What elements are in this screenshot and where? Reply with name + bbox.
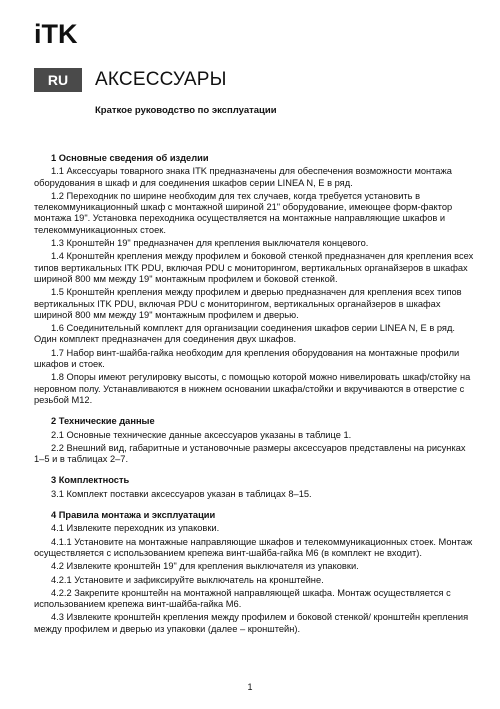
paragraph: 1.3 Кронштейн 19" предназначен для крепления выключателя концевого. [51,238,369,249]
paragraph: 1.1 Аксессуары товарного знака ITK предназначены для обеспечения возможности монтажа оборудования в шкаф и для соединения шкафов серии LINEA N, E в ряд. [34,166,452,188]
section [34,475,474,500]
section [34,153,474,406]
document-title: АКСЕССУАРЫ [95,69,227,90]
paragraph: 4.2 Извлеките кронштейн 19" для крепления выключателя из упаковки. [51,561,359,572]
paragraph: 4.2.1 Установите и зафиксируйте выключатель на кронштейне. [51,574,324,585]
language-badge: RU [34,68,82,92]
section [34,416,474,465]
paragraph: 4.3 Извлеките кронштейн крепления между профилем и боковой стенкой/ кронштейн крепления между профилем и дверью из упаковки (далее – кронштейн). [34,612,469,634]
paragraph: 1.7 Набор винт-шайба-гайка необходим для крепления оборудования на монтажные профили шкафов и стоек. [34,347,460,370]
paragraph: 1.5 Кронштейн крепления между профилем и дверью предназначен для крепления всех типов вертикальных ITK PDU, включая PDU с мониторингом, вертикальных органайзеров в шкафах шириной 800 мм между 19" монтажным профилем и дверью. [34,287,462,320]
paragraph: 2.1 Основные технические данные аксессуаров указаны в таблице 1. [51,429,352,440]
paragraph: 1.4 Кронштейн крепления между профилем и боковой стенкой предназначен для крепления всех типов вертикальных ITK PDU, включая PDU с мониторингом, вертикальных органайзеров в шкафах шириной 800 мм между 19" монтажным профилем и боковой стенкой. [34,251,474,284]
paragraph: 1.6 Соединительный комплект для организации соединения шкафов серии LINEA N, E в ряд. Один комплект предназначен для соединения двух шкафов. [34,323,455,345]
paragraph: 1.8 Опоры имеют регулировку высоты, с помощью которой можно нивелировать шкаф/стойку на неровном полу. Устанавливаются в нижнем основании шкафа/стойки и вкручиваются в отверстие с резьбой М12. [34,372,471,405]
paragraph: 2.2 Внешний вид, габаритные и установочные размеры аксессуаров представлены на рисунках 1–5 и в таблицах 2–7. [34,442,466,465]
section-heading: 3 Комплектность [51,475,130,486]
section [34,510,474,635]
paragraph: 4.2.2 Закрепите кронштейн на монтажной направляющей шкафа. Монтаж осуществляется с использованием крепежа винт-шайба-гайка М6. [34,587,451,610]
section-heading: 2 Технические данные [51,416,155,427]
paragraph: 4.1 Извлеките переходник из упаковки. [51,523,220,534]
paragraph: 1.2 Переходник по ширине необходим для тех случаев, когда требуется установить в телекоммуникационный шкаф с монтажной шириной 21" оборудование, имеющее форм-фактор монтажа 19". Установка переходника осуществляется на монтажные направляющие шкафов и телекоммуникационных стоек. [34,190,453,235]
section-heading: 4 Правила монтажа и эксплуатации [51,510,216,521]
paragraph: 3.1 Комплект поставки аксессуаров указан в таблицах 8–15. [51,488,312,499]
brand-logo: iTK [34,19,78,49]
document-body [34,153,474,637]
paragraph: 4.1.1 Установите на монтажные направляющие шкафов и телекоммуникационных стоек. Монтаж осуществляется с использованием крепежа винт-шайба-гайка М6 (в комплект не входит). [34,536,473,558]
document-subtitle: Краткое руководство по эксплуатации [95,105,277,116]
section-heading: 1 Основные сведения об изделии [51,153,209,163]
page-number: 1 [247,682,253,692]
